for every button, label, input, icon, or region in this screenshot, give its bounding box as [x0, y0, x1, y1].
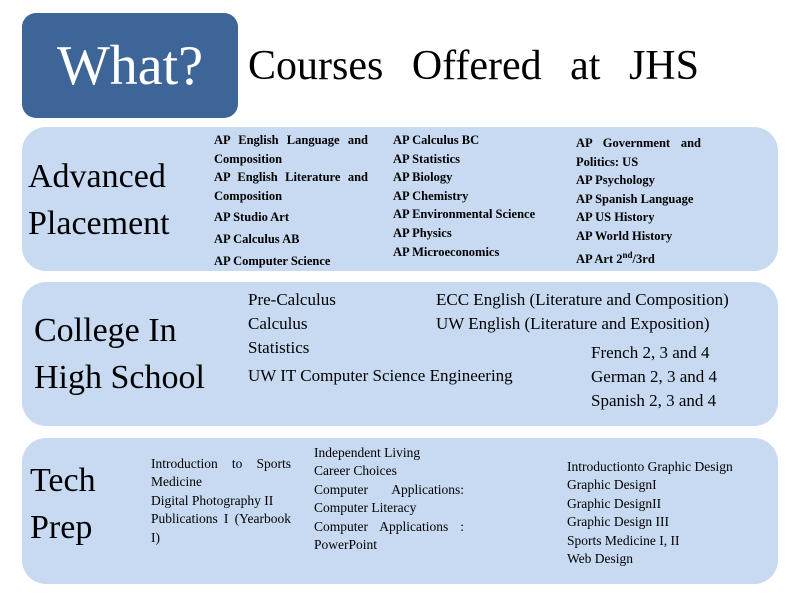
ap-course: AP Computer Science: [214, 253, 331, 268]
ap-course: AP Physics: [393, 225, 452, 240]
page-title: Courses Offered at JHS: [248, 43, 699, 89]
ap-course: AP Psychology: [576, 173, 655, 188]
tech-course: Computer Applications: Computer Literacy: [314, 481, 464, 516]
tech-course: Introduction to Sports Medicine: [151, 456, 291, 490]
ap-course: AP Microeconomics: [393, 244, 500, 259]
ap-course: AP Calculus AB: [214, 231, 300, 246]
ap-art-label: AP Art 2: [576, 251, 623, 266]
ap-column-1: [214, 131, 368, 270]
tech-column-3: [567, 458, 733, 568]
tech-column-1: [151, 455, 291, 547]
tech-course: Computer Applications : PowerPoint: [314, 518, 464, 553]
what-badge-text: What?: [56, 34, 204, 97]
cihs-uw-it: UW IT Computer Science Engineering: [248, 366, 513, 385]
cihs-languages-column: [591, 341, 717, 413]
tech-course: Independent Living: [314, 445, 421, 460]
ap-course: AP Spanish Language: [576, 191, 694, 206]
advanced-placement-title: Advanced Placement: [28, 158, 170, 242]
ap-course: AP Calculus BC: [393, 133, 480, 147]
ap-art-suffix: /3rd: [632, 251, 655, 266]
ap-column-3: [576, 134, 701, 268]
cihs-course: Pre-Calculus: [248, 290, 336, 309]
tech-column-2: [314, 444, 464, 554]
tech-course: Web Design: [567, 551, 634, 567]
ap-course-art: [576, 246, 701, 269]
tech-course: Career Choices: [314, 463, 397, 479]
cihs-course: German 2, 3 and 4: [591, 367, 718, 386]
ap-course: AP Biology: [393, 170, 453, 185]
ap-course: AP Chemistry: [393, 188, 469, 203]
ap-column-2: [393, 131, 535, 261]
cihs-math-column: [248, 288, 336, 360]
tech-course: Graphic DesignII: [567, 495, 662, 511]
ap-course: AP Environmental Science: [393, 207, 536, 222]
what-badge: [22, 13, 238, 118]
tech-course: Sports Medicine I, II: [567, 532, 680, 548]
cihs-course: Statistics: [248, 338, 310, 357]
cihs-course: UW English (Literature and Exposition): [436, 314, 710, 333]
cihs-course: Spanish 2, 3 and 4: [591, 391, 717, 410]
tech-course: Publications I (Yearbook I): [151, 511, 291, 545]
ap-course: AP World History: [576, 228, 673, 243]
cihs-course: French 2, 3 and 4: [591, 343, 710, 362]
college-in-high-school-title: College In High School: [34, 312, 205, 396]
ap-course: AP English Literature and Composition: [214, 170, 368, 203]
ap-course: AP English Language and Composition: [214, 133, 368, 166]
ap-art-superscript: nd: [622, 249, 633, 260]
ap-course: AP Statistics: [393, 151, 461, 166]
ap-course: AP Government and Politics: US: [576, 136, 701, 169]
cihs-course: ECC English (Literature and Composition): [436, 290, 729, 309]
ap-course: AP US History: [576, 210, 655, 225]
tech-prep-title: Tech Prep: [30, 462, 96, 546]
ap-course: AP Studio Art: [214, 210, 290, 225]
tech-course: Digital Photography II: [151, 492, 274, 508]
tech-course: Introductionto Graphic Design: [567, 459, 733, 474]
cihs-english-column: [436, 288, 729, 336]
tech-course: Graphic DesignI: [567, 477, 657, 493]
cihs-course: Calculus: [248, 314, 308, 333]
tech-course: Graphic Design III: [567, 514, 669, 530]
